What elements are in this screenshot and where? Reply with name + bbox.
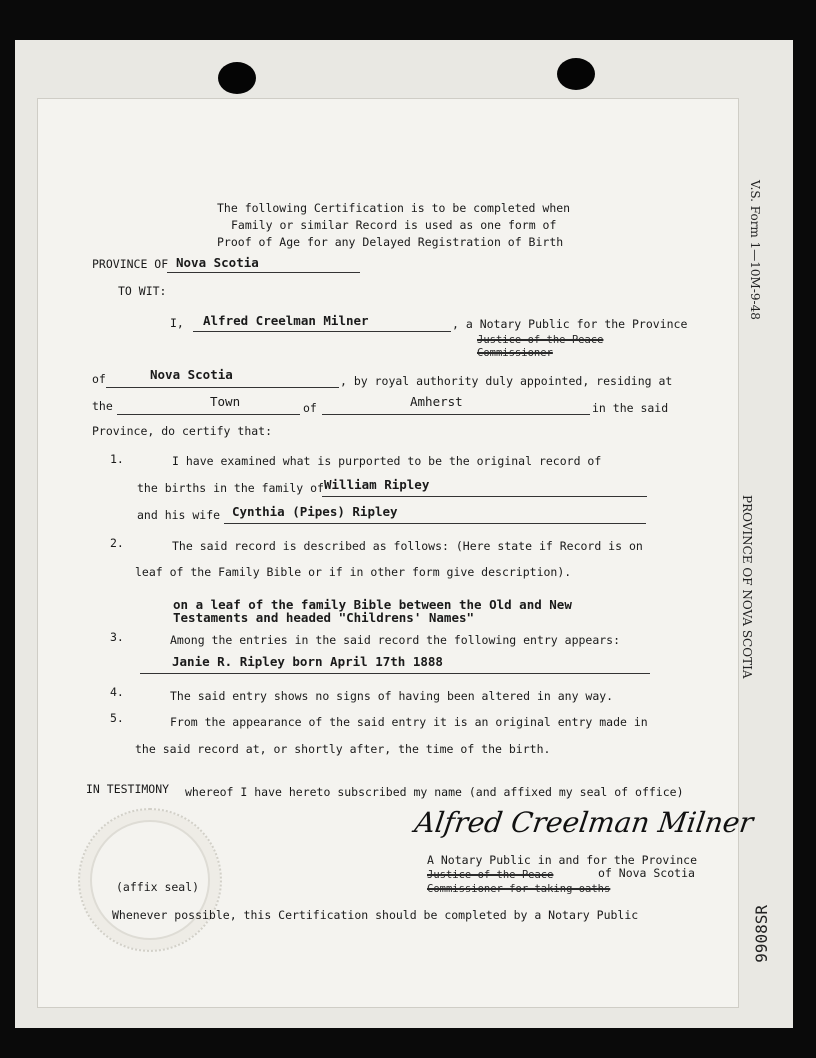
signer-title-2: of Nova Scotia — [598, 866, 695, 880]
notary-title: , a Notary Public for the Province — [452, 317, 688, 331]
item-2-text-2: leaf of the Family Bible or if in other form give description). — [135, 565, 572, 579]
heading-line-1: The following Certification is to be completed when — [217, 201, 571, 215]
punch-hole-right — [557, 58, 595, 90]
handwritten-signature: Alfred Creelman Milner — [412, 806, 756, 839]
province-vertical-label: PROVINCE OF NOVA SCOTIA — [740, 495, 754, 679]
births-text: the births in the family of — [137, 481, 324, 495]
affix-seal-label: (affix seal) — [116, 880, 200, 894]
province-certify: Province, do certify that: — [92, 424, 273, 438]
in-said-label: in the said — [592, 401, 669, 415]
signer-struck-2: Commissioner for taking oaths — [427, 883, 611, 895]
entry-value: Janie R. Ripley born April 17th 1888 — [172, 654, 443, 669]
item-5-number: 5. — [110, 711, 124, 725]
heading-line-3: Proof of Age for any Delayed Registration of Birth — [217, 235, 564, 249]
item-4-text: The said entry shows no signs of having been altered in any way. — [170, 689, 614, 703]
of2-label: of — [303, 401, 317, 415]
testimony-text: whereof I have hereto subscribed my name (and affixed my seal of office) — [185, 785, 684, 799]
province-value: Nova Scotia — [176, 255, 259, 270]
town-name-value: Amherst — [410, 394, 463, 409]
heading-line-2: Family or similar Record is used as one form of — [231, 218, 557, 232]
footer-note: Whenever possible, this Certification should be completed by a Notary Public — [112, 908, 639, 922]
of-value: Nova Scotia — [150, 367, 233, 382]
father-name: William Ripley — [324, 477, 430, 492]
stamp-number: 9908SR — [752, 905, 771, 963]
form-number: V.S. Form 1—10M-9-48 — [748, 180, 762, 320]
item-5-text-1: From the appearance of the said entry it is an original entry made in — [170, 715, 648, 729]
notary-name: Alfred Creelman Milner — [203, 313, 369, 328]
town-type-value: Town — [210, 394, 241, 409]
item-1-text: I have examined what is purported to be the original record of — [172, 454, 602, 468]
wife-label: and his wife — [137, 508, 221, 522]
record-description-1: on a leaf of the family Bible between the Old and New — [173, 597, 572, 612]
item-1-number: 1. — [110, 452, 124, 466]
intro-i: I, — [170, 316, 184, 330]
item-2-text-1: The said record is described as follows: (Here state if Record is on — [172, 539, 643, 553]
item-5-text-2: the said record at, or shortly after, the time of the birth. — [135, 742, 551, 756]
item-4-number: 4. — [110, 685, 124, 699]
authority-text: , by royal authority duly appointed, residing at — [340, 374, 673, 388]
testimony-label: IN TESTIMONY — [86, 782, 170, 796]
struck-justice-of-peace: Justice of the Peace — [477, 334, 604, 346]
signer-title-1: A Notary Public in and for the Province — [427, 853, 698, 867]
town-type-field — [117, 398, 300, 415]
item-2-number: 2. — [110, 536, 124, 550]
item-3-number: 3. — [110, 630, 124, 644]
mother-name: Cynthia (Pipes) Ripley — [232, 504, 398, 519]
the-label: the — [92, 399, 113, 413]
of-label: of — [92, 372, 106, 386]
record-description-2: Testaments and headed "Childrens' Names" — [173, 610, 475, 625]
punch-hole-left — [218, 62, 256, 94]
signer-struck-1: Justice of the Peace — [427, 869, 554, 881]
province-label: PROVINCE OF — [92, 257, 169, 271]
item-3-text: Among the entries in the said record the following entry appears: — [170, 633, 621, 647]
struck-commissioner: Commissioner — [477, 347, 553, 359]
to-wit-label: TO WIT: — [118, 284, 167, 298]
